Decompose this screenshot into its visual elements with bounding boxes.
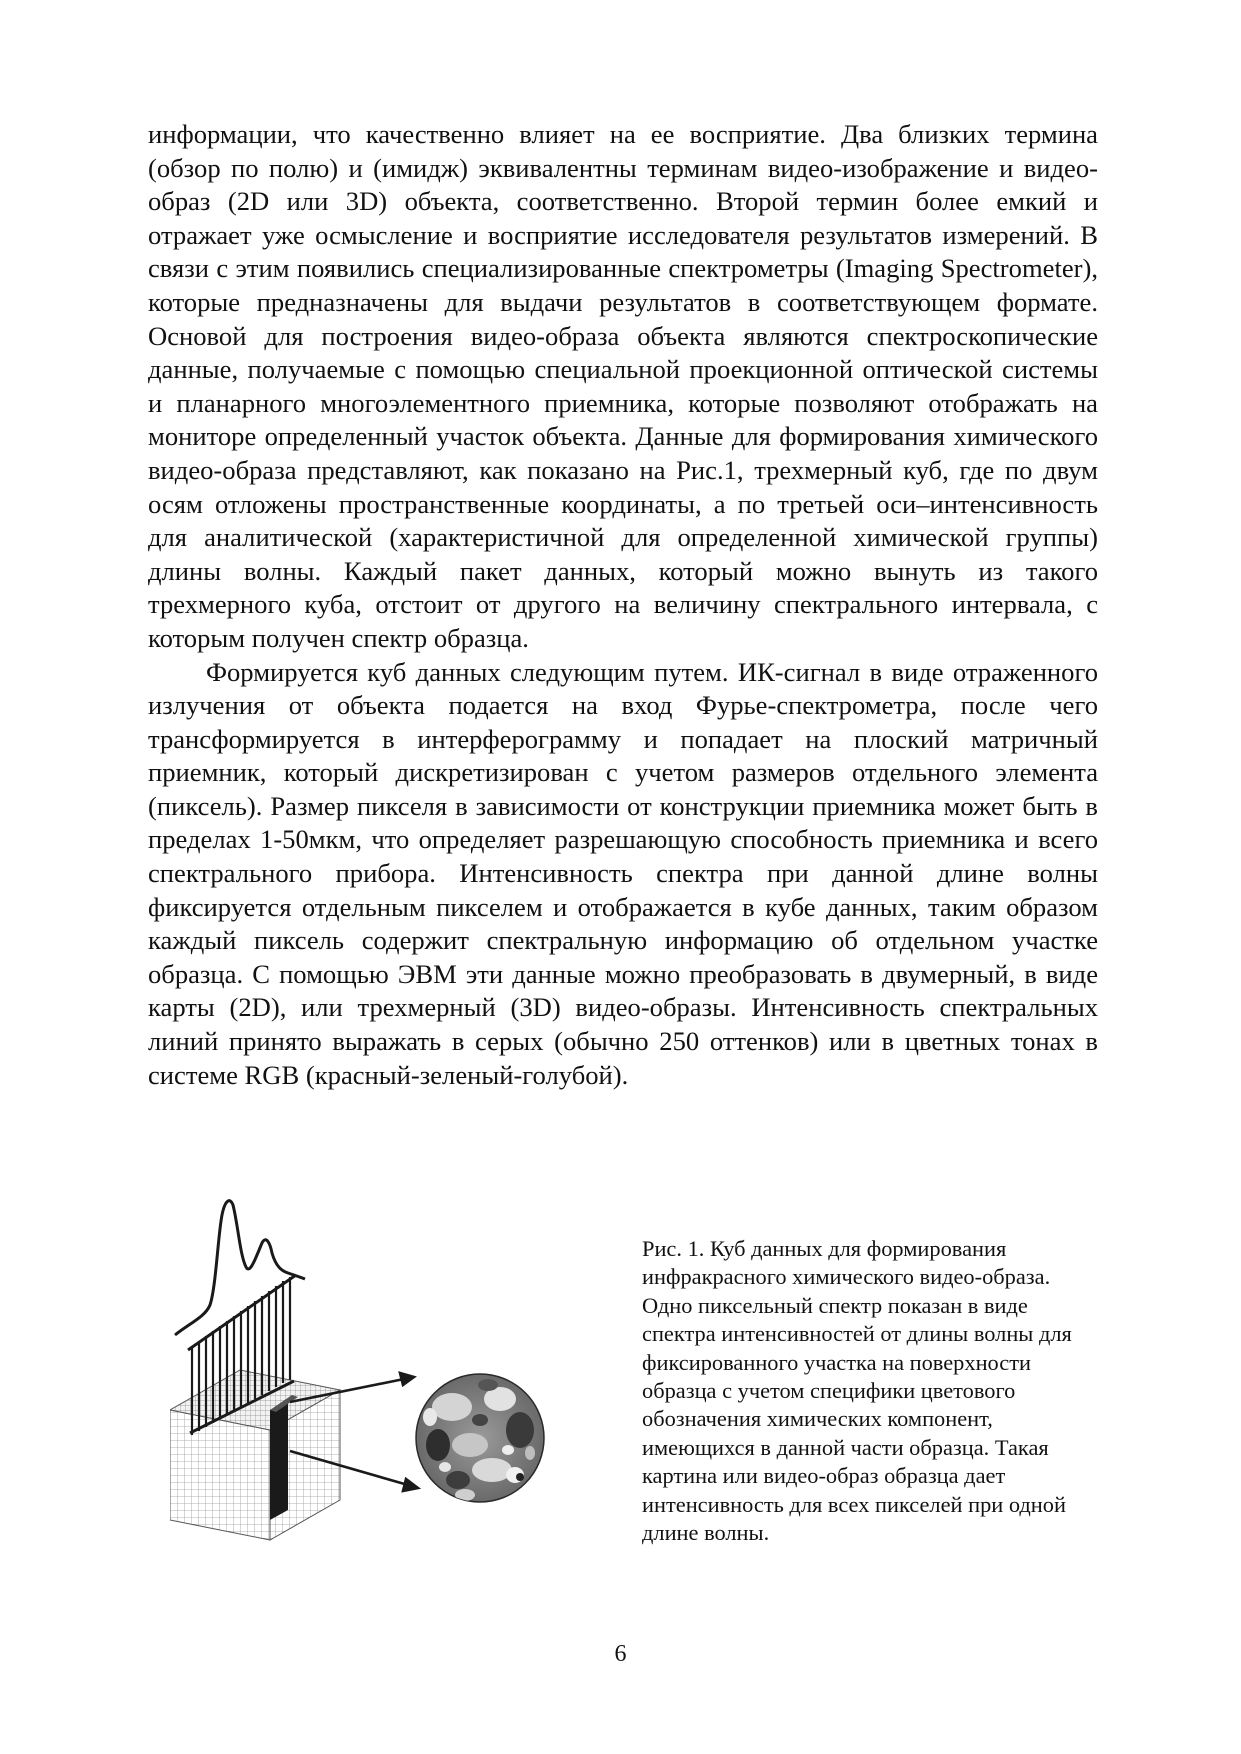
chemical-image-circle [416,1374,544,1502]
page-number: 6 [614,1641,627,1667]
data-cube-illustration [170,1195,640,1570]
paragraph-1: информации, что качественно влияет на ее восприятие. Два близких термина (обзор по полю) и (имидж) эквивалентны терминам видео-изображение и видео-образ (2D или 3D) объекта, соответственно. Второй термин более емкий и отражает уже осмысление и восприятие исследователя результатов измерений. В связи с этим появились специализированные спектрометры (Imaging Spectrometer), которые предназначены для выдачи результатов в соответствующем формате. Основой для построения видео-образа объекта являются спектроскопические данные, получаемые с помощью специальной проекционной оптической системы и планарного многоэлементного приемника, которые позволяют отображать на мониторе определенный участок объекта. Данные для формирования химического видео-образа представляют, как показано на Рис.1, трехмерный куб, где по двум осям отложены пространственные координаты, а по третьей оси–интенсивность для аналитической (характеристичной для определенной химической группы) длины волны. Каждый пакет данных, который можно вынуть из такого трехмерного куба, отстоит от другого на величину спектрального интервала, с которым получен спектр образца. [148,119,1098,653]
figure-data-cube [170,1195,640,1570]
figure-caption: Рис. 1. Куб данных для формирования инфракрасного химического видео-образа. Одно пиксельный спектр показан в виде спектра интенсивностей от длины волны для фиксированного участка на поверхности образца с учетом специфики цветового обозначения химических компонент, имеющихся в данной части образца. Такая картина или видео-образ образца дает интенсивность для всех пикселей при одной длине волны. [642,1236,1072,1546]
body-text [148,118,1098,1092]
paragraph-2: Формируется куб данных следующим путем. ИК-сигнал в виде отраженного излучения от объекта подается на вход Фурье-спектрометра, после чего трансформируется в интерферограмму и попадает на плоский матричный приемник, который дискретизирован с учетом размеров отдельного элемента (пиксель). Размер пикселя в зависимости от конструкции приемника может быть в пределах 1-50мкм, что определяет разрешающую способность приемника и всего спектрального прибора. Интенсивность спектра при данной длине волны фиксируется отдельным пикселем и отображается в кубе данных, таким образом каждый пиксель содержит спектральную информацию об отдельном участке образца. С помощью ЭВМ эти данные можно преобразовать в двумерный, в виде карты (2D), или трехмерный (3D) видео-образы. Интенсивность спектральных линий принято выражать в серых (обычно 250 оттенков) или в цветных тонах в системе RGB (красный-зеленый-голубой). [148,656,1098,1090]
